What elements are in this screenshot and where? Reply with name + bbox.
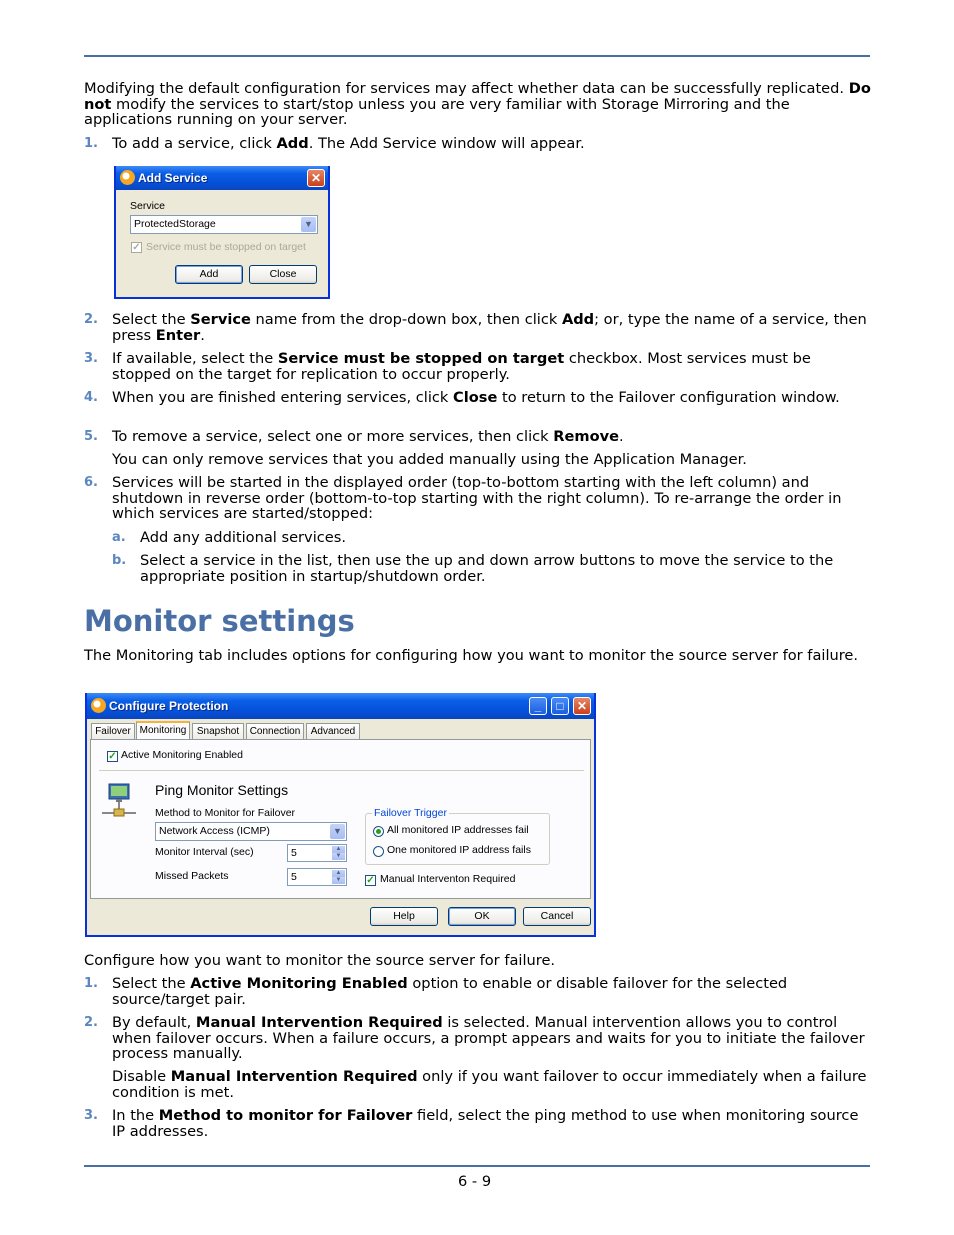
step5-note: You can only remove services that you added manually using the Application Manager. (112, 451, 747, 468)
app-icon (120, 170, 135, 185)
packets-stepper[interactable]: 5 ▲ ▼ (287, 868, 347, 886)
ok-button[interactable]: OK (448, 907, 516, 926)
dialog-titlebar (87, 693, 594, 719)
cancel-button[interactable]: Cancel (523, 907, 591, 926)
header-rule (84, 55, 870, 57)
manual-intervention-label: Manual Interventon Required (380, 873, 516, 885)
tab-panel (90, 739, 591, 899)
chevron-down-icon[interactable]: ▼ (332, 877, 345, 884)
packets-label: Missed Packets (155, 870, 229, 882)
app-icon (91, 698, 106, 713)
close-icon[interactable]: ✕ (307, 169, 325, 187)
active-monitoring-checkbox[interactable]: ✓ (108, 751, 117, 762)
tab-snapshot[interactable]: Snapshot (192, 723, 244, 740)
configure-protection-dialog (85, 693, 596, 937)
intro-paragraph: Modifying the default configuration for services may affect whether data can be successfully replicated. Do not modify the services to start/stop unless you are very familiar with Storage Mirroring and the applications running on your server. (84, 80, 871, 128)
tab-failover[interactable]: Failover (91, 723, 135, 740)
minimize-icon[interactable]: _ (529, 697, 547, 715)
network-monitor-icon (101, 782, 137, 822)
section-heading: Monitor settings (84, 604, 355, 638)
chevron-up-icon[interactable]: ▲ (332, 846, 345, 853)
trigger-one-label: One monitored IP address fails (387, 844, 531, 856)
close-button[interactable]: Close (249, 265, 317, 284)
manual-intervention-checkbox[interactable]: ✓ (366, 875, 375, 886)
service-label: Service (130, 200, 166, 212)
chevron-down-icon: ▼ (301, 217, 316, 232)
interval-stepper[interactable]: 5 ▲ ▼ (287, 844, 347, 862)
method-dropdown[interactable]: Network Access (ICMP) ▼ (155, 822, 347, 841)
chevron-down-icon[interactable]: ▼ (332, 853, 345, 860)
trigger-all-label: All monitored IP addresses fail (387, 824, 529, 836)
service-stopped-label: Service must be stopped on target (146, 241, 306, 253)
tab-monitoring[interactable]: Monitoring (136, 721, 190, 741)
divider (99, 770, 584, 771)
maximize-icon[interactable]: □ (551, 697, 569, 715)
add-service-dialog (114, 166, 330, 299)
interval-label: Monitor Interval (sec) (155, 846, 254, 858)
page-number: 6 - 9 (458, 1173, 492, 1190)
dialog-titlebar (116, 166, 328, 190)
failover-trigger-group (365, 807, 550, 865)
service-dropdown[interactable]: ProtectedStorage ▼ (130, 215, 318, 234)
monitor-intro: The Monitoring tab includes options for configuring how you want to monitor the source server for failure. (84, 647, 859, 664)
chevron-up-icon[interactable]: ▲ (332, 870, 345, 877)
failover-trigger-label: Failover Trigger (374, 807, 447, 819)
method-label: Method to Monitor for Failover (155, 807, 296, 819)
ping-monitor-heading: Ping Monitor Settings (155, 782, 289, 798)
add-button[interactable]: Add (175, 265, 243, 284)
help-button[interactable]: Help (370, 907, 438, 926)
close-icon[interactable]: ✕ (573, 697, 591, 715)
tab-advanced[interactable]: Advanced (306, 723, 360, 740)
chevron-down-icon: ▼ (330, 824, 345, 839)
trigger-all-radio[interactable] (373, 826, 384, 837)
dialog-title: Add Service (138, 171, 208, 185)
trigger-one-radio[interactable] (373, 846, 384, 857)
dialog-title: Configure Protection (109, 699, 229, 713)
footer-rule (84, 1165, 870, 1167)
service-stopped-checkbox[interactable]: ✓ (132, 242, 141, 253)
active-monitoring-label: Active Monitoring Enabled (121, 749, 243, 761)
step2-note: Disable Manual Intervention Required only if you want failover to occur immediately when a failure condition is met. (112, 1068, 867, 1101)
monitor-configure-text: Configure how you want to monitor the source server for failure. (84, 952, 556, 969)
tab-connection[interactable]: Connection (246, 723, 304, 740)
